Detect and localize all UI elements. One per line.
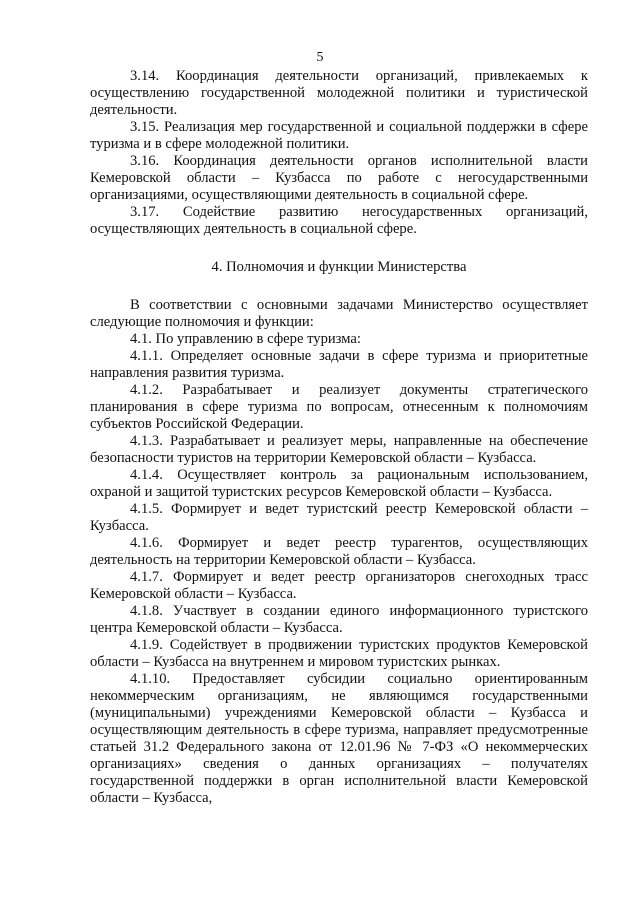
paragraph-4-1-4: 4.1.4. Осуществляет контроль за рациональным использованием, охраной и защитой туристских ресурсов Кемеровской области – Кузбасса.	[90, 467, 588, 500]
document-body	[90, 68, 588, 807]
paragraph-4-1-5: 4.1.5. Формирует и ведет туристский реестр Кемеровской области – Кузбасса.	[90, 501, 588, 534]
paragraph-4-1-10: 4.1.10. Предоставляет субсидии социально ориентированным некоммерческим организациям, не являющимся государственными (муниципальными) учреждениями Кемеровской области – Кузбасса и осуществляющим деятельность в сфере туризма, направляет предусмотренные статьей 31.2 Федерального закона от 12.01.96 № 7-ФЗ «О некоммерческих организациях» сведения о данных организациях – получателях государственной поддержки в орган исполнительной власти Кемеровской области – Кузбасса,	[90, 671, 588, 806]
paragraph-4-1-2: 4.1.2. Разрабатывает и реализует документы стратегического планирования в сфере туризма по вопросам, отнесенным к полномочиям субъектов Российской Федерации.	[90, 382, 588, 432]
paragraph-4-1-9: 4.1.9. Содействует в продвижении туристских продуктов Кемеровской области – Кузбасса на внутреннем и мировом туристских рынках.	[90, 637, 588, 670]
paragraph-4-1: 4.1. По управлению в сфере туризма:	[130, 331, 361, 347]
paragraph-3-14: 3.14. Координация деятельности организаций, привлекаемых к осуществлению государственной молодежной политики и туристической деятельности.	[90, 68, 588, 118]
paragraph-intro: В соответствии с основными задачами Министерство осуществляет следующие полномочия и функции:	[90, 297, 588, 330]
page-number: 5	[316, 50, 324, 65]
paragraph-3-15: 3.15. Реализация мер государственной и социальной поддержки в сфере туризма и в сфере молодежной политики.	[90, 119, 588, 152]
paragraph-3-17: 3.17. Содействие развитию негосударственных организаций, осуществляющих деятельность в социальной сфере.	[90, 204, 588, 237]
paragraph-4-1-1: 4.1.1. Определяет основные задачи в сфере туризма и приоритетные направления развития туризма.	[90, 348, 588, 381]
paragraph-4-1-7: 4.1.7. Формирует и ведет реестр организаторов снегоходных трасс Кемеровской области – Кузбасса.	[90, 569, 588, 602]
paragraph-4-1-8: 4.1.8. Участвует в создании единого информационного туристского центра Кемеровской области – Кузбасса.	[90, 603, 588, 636]
section-heading: 4. Полномочия и функции Министерства	[211, 259, 467, 275]
paragraph-3-16: 3.16. Координация деятельности органов исполнительной власти Кемеровской области – Кузбасса по работе с негосударственными организациями, осуществляющими деятельность в социальной сфере.	[90, 153, 588, 203]
paragraph-4-1-6: 4.1.6. Формирует и ведет реестр турагентов, осуществляющих деятельность на территории Кемеровской области – Кузбасса.	[90, 535, 588, 568]
paragraph-4-1-3: 4.1.3. Разрабатывает и реализует меры, направленные на обеспечение безопасности туристов на территории Кемеровской области – Кузбасса.	[90, 433, 588, 466]
